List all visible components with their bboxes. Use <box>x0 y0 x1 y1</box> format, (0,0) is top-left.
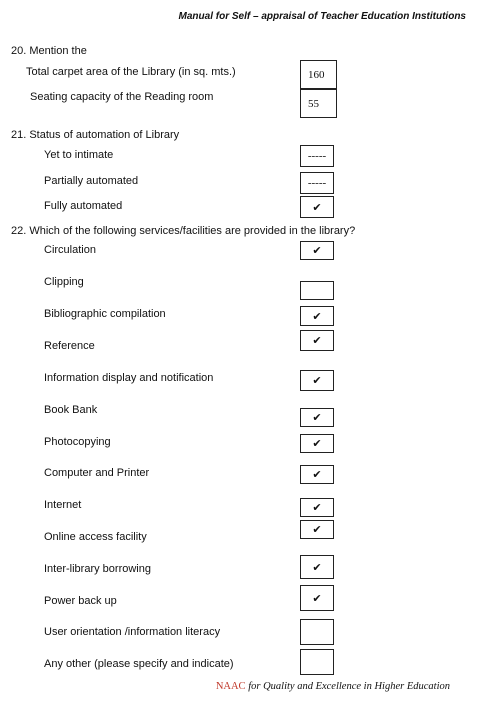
partially-automated-value: ----- <box>307 177 327 189</box>
information-display-box <box>300 370 334 391</box>
bibliographic-compilation-box <box>300 306 334 326</box>
any-other-box <box>300 649 334 675</box>
yet-to-intimate-box <box>300 145 334 167</box>
question-20-heading: 20. Mention the <box>11 45 87 57</box>
reference-box <box>300 330 334 351</box>
inter-library-label: Inter-library borrowing <box>44 563 151 575</box>
page-footer <box>216 681 450 692</box>
partially-automated-label: Partially automated <box>44 175 139 187</box>
check-icon: ✔ <box>312 244 322 257</box>
power-backup-label: Power back up <box>44 595 117 607</box>
fully-automated-label: Fully automated <box>44 200 123 212</box>
user-orientation-label: User orientation /information literacy <box>44 626 221 638</box>
seating-capacity-label: Seating capacity of the Reading room <box>30 91 214 103</box>
check-icon: ✔ <box>312 200 322 214</box>
yet-to-intimate-value: ----- <box>307 150 327 162</box>
check-icon: ✔ <box>312 309 322 323</box>
question-22-heading: 22. Which of the following services/facilities are provided in the library? <box>11 225 356 237</box>
check-icon: ✔ <box>312 468 322 481</box>
circulation-label: Circulation <box>44 244 96 256</box>
seating-capacity-value: 55 <box>308 97 319 110</box>
check-icon: ✔ <box>312 523 322 536</box>
photocopying-box <box>300 434 334 453</box>
check-icon: ✔ <box>312 411 322 424</box>
fully-automated-box <box>300 196 334 218</box>
clipping-box <box>300 281 334 300</box>
check-icon: ✔ <box>312 501 322 514</box>
carpet-area-value: 160 <box>308 68 325 81</box>
page-header-title: Manual for Self – appraisal of Teacher Education Institutions <box>178 11 466 22</box>
carpet-area-label: Total carpet area of the Library (in sq. mts.) <box>26 66 236 78</box>
online-access-label: Online access facility <box>44 531 147 543</box>
partially-automated-box <box>300 172 334 194</box>
inter-library-box <box>300 555 334 579</box>
computer-printer-label: Computer and Printer <box>44 467 150 479</box>
information-display-label: Information display and notification <box>44 372 214 384</box>
clipping-label: Clipping <box>44 276 84 288</box>
reference-label: Reference <box>44 340 95 352</box>
internet-box <box>300 498 334 517</box>
book-bank-box <box>300 408 334 427</box>
question-21-heading: 21. Status of automation of Library <box>11 129 180 141</box>
check-icon: ✔ <box>312 374 322 387</box>
circulation-box <box>300 241 334 260</box>
book-bank-label: Book Bank <box>44 404 98 416</box>
carpet-area-box <box>300 60 337 89</box>
user-orientation-box <box>300 619 334 645</box>
footer-brand: NAAC <box>215 681 246 692</box>
computer-printer-box <box>300 465 334 484</box>
power-backup-box <box>300 585 334 611</box>
check-icon: ✔ <box>312 560 322 574</box>
check-icon: ✔ <box>312 437 322 450</box>
internet-label: Internet <box>44 499 82 511</box>
yet-to-intimate-label: Yet to intimate <box>44 149 114 161</box>
footer-tagline: for Quality and Excellence in Higher Education <box>245 681 450 692</box>
check-icon: ✔ <box>312 591 322 605</box>
any-other-label: Any other (please specify and indicate) <box>44 658 234 670</box>
online-access-box <box>300 520 334 539</box>
bibliographic-compilation-label: Bibliographic compilation <box>44 308 166 320</box>
photocopying-label: Photocopying <box>44 436 111 448</box>
check-icon: ✔ <box>312 334 322 347</box>
seating-capacity-box <box>300 89 337 118</box>
